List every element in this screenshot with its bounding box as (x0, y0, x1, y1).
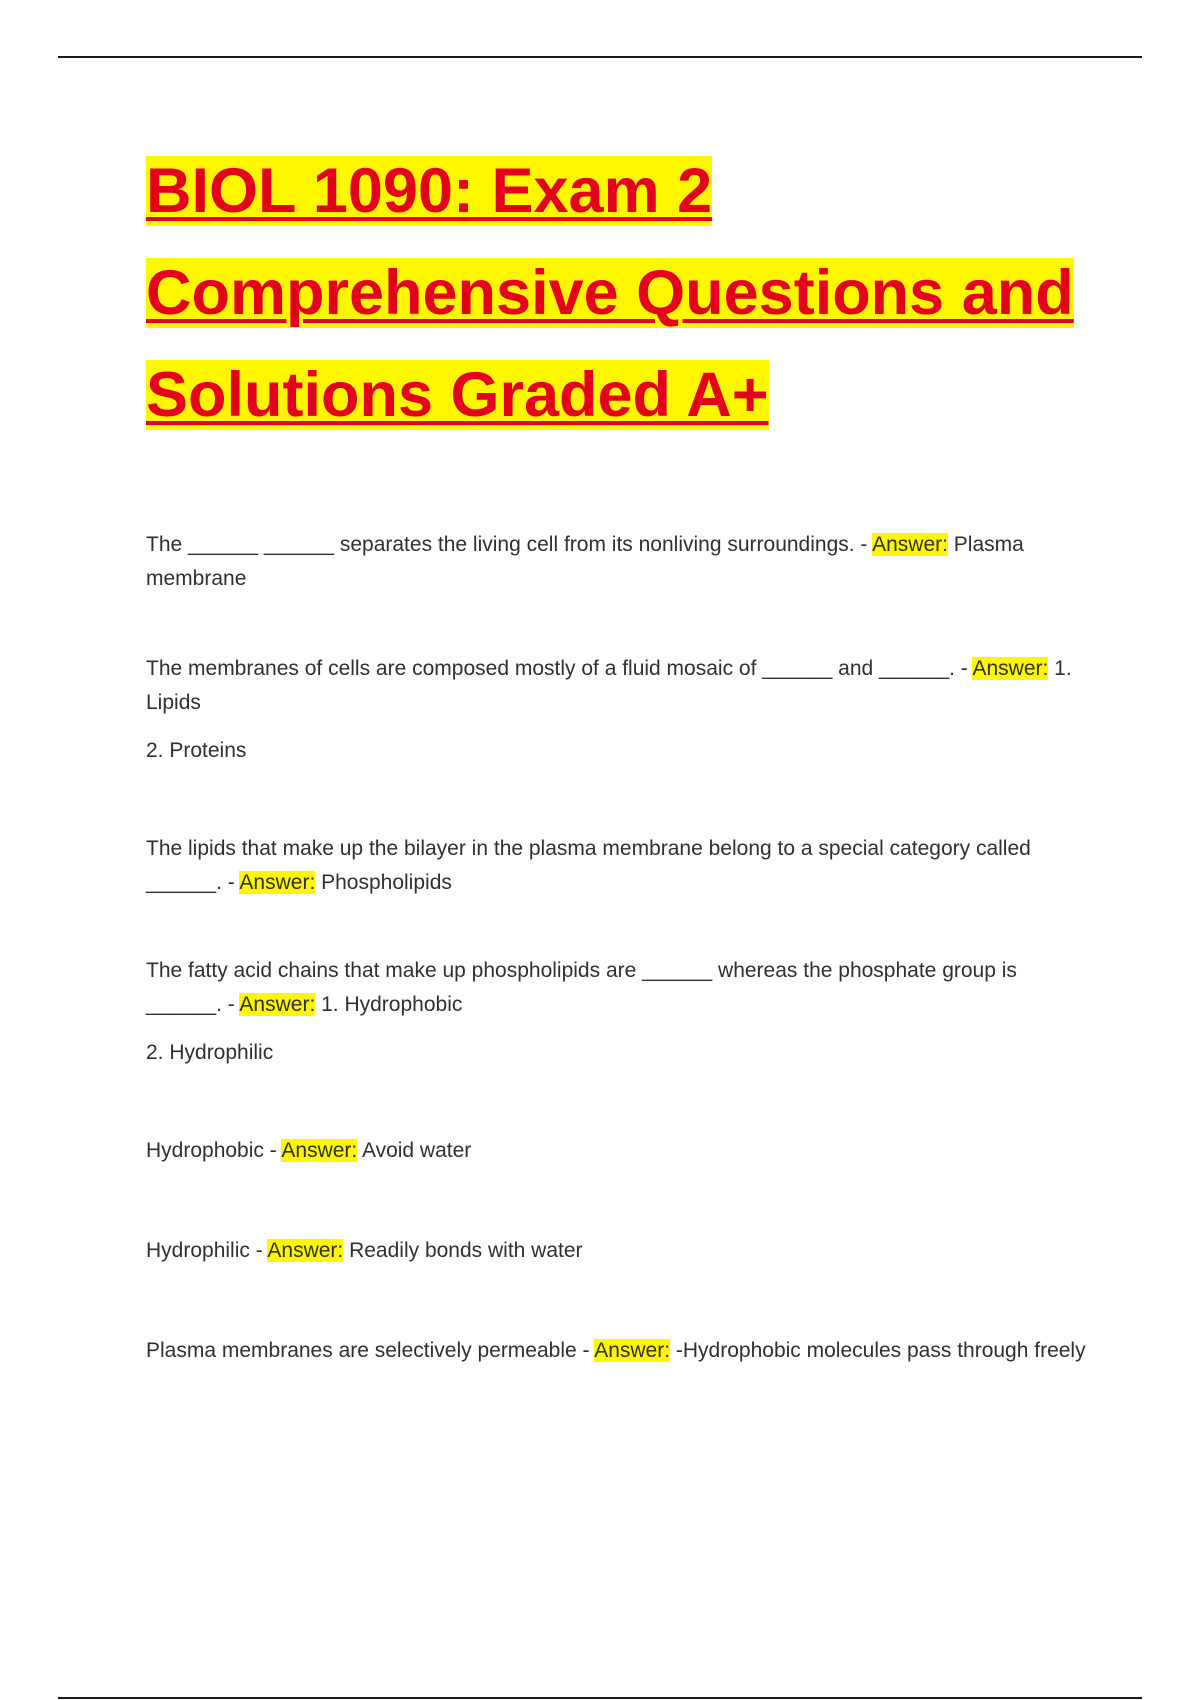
qa-item-plasma-membrane (146, 528, 1091, 596)
qa-item-fatty-acid (146, 954, 1091, 1070)
qa-item-hydrophobic (146, 1134, 1091, 1168)
document-body (146, 140, 1091, 1368)
header-rule (58, 56, 1142, 58)
answer-text: -Hydrophobic molecules pass through freely (670, 1339, 1086, 1362)
question-text: Hydrophilic - (146, 1239, 268, 1262)
answer-text: Plasma membrane (146, 533, 1024, 590)
question-text: Plasma membranes are selectively permeable - (146, 1339, 595, 1362)
question-text: The ______ ______ separates the living cell from its nonliving surroundings. - (146, 533, 873, 556)
answer-label: Answer: (239, 993, 316, 1016)
answer-text: Readily bonds with water (343, 1239, 583, 1262)
answer-text: Avoid water (357, 1139, 472, 1162)
answer-label: Answer: (239, 871, 316, 894)
answer-text: 1. Lipids (146, 657, 1072, 714)
title-line-1: BIOL 1090: Exam 2 (146, 156, 713, 226)
qa-list (146, 528, 1091, 1368)
answer-continuation: 2. Hydrophilic (146, 1041, 274, 1064)
title-line-2: Comprehensive Questions and (146, 258, 1074, 328)
title-line-3: Solutions Graded A+ (146, 360, 769, 430)
answer-continuation: 2. Proteins (146, 739, 247, 762)
answer-label: Answer: (267, 1239, 344, 1262)
qa-item-phospholipids (146, 832, 1091, 900)
answer-text: Phospholipids (315, 871, 452, 894)
page-title (146, 140, 1091, 446)
answer-label: Answer: (972, 657, 1049, 680)
qa-item-selective-permeability (146, 1334, 1091, 1368)
question-text: Hydrophobic - (146, 1139, 282, 1162)
answer-label: Answer: (872, 533, 948, 556)
answer-text: 1. Hydrophobic (315, 993, 463, 1016)
answer-label: Answer: (594, 1339, 671, 1362)
answer-label: Answer: (281, 1139, 358, 1162)
footer-rule (58, 1697, 1142, 1699)
qa-item-fluid-mosaic (146, 652, 1091, 768)
qa-item-hydrophilic (146, 1234, 1091, 1268)
question-text: The membranes of cells are composed mostly of a fluid mosaic of ______ and ______. - (146, 657, 973, 680)
question-text: The fatty acid chains that make up phospholipids are ______ whereas the phosphate group is ______. - (146, 959, 1017, 1016)
question-text: The lipids that make up the bilayer in the plasma membrane belong to a special category called ______. - (146, 837, 1031, 894)
